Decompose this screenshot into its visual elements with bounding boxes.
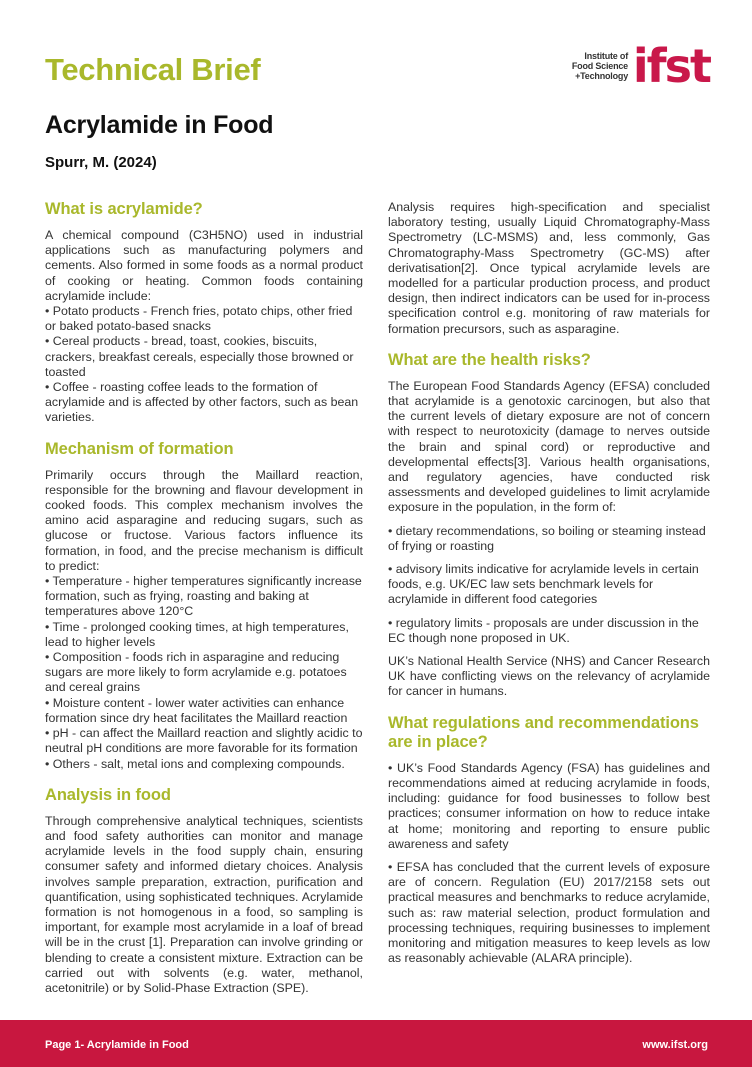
list-item: • Others - salt, metal ions and complexing compounds.	[45, 756, 345, 771]
list-item: • UK’s Food Standards Agency (FSA) has guidelines and recommendations aimed at reducing acrylamide in foods, including: guidance for food businesses to follow best practices; consumer information on how to reduce intake at home; monitoring and reporting to ensure public awareness and safety	[388, 760, 710, 851]
section-heading: Mechanism of formation	[45, 439, 234, 458]
logo-institute-text: Institute of Food Science +Technology	[571, 51, 628, 81]
section-mechanism	[45, 440, 363, 772]
paragraph: The European Food Standards Agency (EFSA) concluded that acrylamide is a genotoxic carcinogen, but also that the current levels of dietary exposure are not of concern with respect to neurotoxicity (damage to nerves outside the brain and spinal cord) or reproductive and developmental effects[3]. Various health organisations, and regulatory agencies, have conducted risk assessments and developed guidelines to limit acrylamide exposure in the population, in the form of:	[388, 378, 710, 515]
list-item: • pH - can affect the Maillard reaction and slightly acidic to neutral pH conditions are more favorable for its formation	[45, 726, 363, 756]
logo-ifst-mark: ifst	[632, 39, 710, 93]
list-item: • Moisture content - lower water activities can enhance formation since dry heat facilitates the Maillard reaction	[45, 695, 348, 725]
section-heading: What is acrylamide?	[45, 200, 203, 218]
page-footer	[0, 1020, 752, 1067]
list-item: • Composition - foods rich in asparagine and reducing sugars are more likely to form acrylamide e.g. potatoes and cereal grains	[45, 650, 347, 695]
list-item: • regulatory limits - proposals are under discussion in the EC though none proposed in UK.	[388, 615, 699, 645]
section-heading: Analysis in food	[45, 785, 171, 804]
right-column	[388, 200, 710, 980]
paragraph: Primarily occurs through the Maillard reaction, responsible for the browning and flavour development in cooked foods. This complex mechanism involves the amino acid asparagine and reducing sugars, such as glucose or fructose. Various factors influence its formation, in food, and the precise mechanism is difficult to predict:	[45, 467, 363, 573]
section-what-is-acrylamide	[45, 200, 363, 426]
paragraph: UK’s National Health Service (NHS) and Cancer Research UK have conflicting views on the relevancy of acrylamide for cancer in humans.	[388, 654, 710, 699]
page-title: Acrylamide in Food	[45, 111, 274, 139]
paragraph: A chemical compound (C3H5NO) used in industrial applications such as manufacturing polymers and cements. Also formed in some foods as a normal product of cooking or heating. Common foods containing acrylamide include:	[45, 228, 363, 303]
paragraph: Analysis requires high-specification and specialist laboratory testing, usually Liquid Chromatography-Mass Spectrometry (LC-MSMS) and, less commonly, Gas Chromatography-Mass Spectrometry (GC-MS) after derivatisation[2]. Once typical acrylamide levels are modelled for a particular production process, and product design, then indirect indicators can be used for in-process specification control e.g. monitoring of raw materials for formation precursors, such as asparagine.	[388, 200, 710, 336]
list-item: • Temperature - higher temperatures significantly increase formation, such as frying, roasting and baking at temperatures above 120°C	[45, 574, 362, 619]
list-item: • EFSA has concluded that the current levels of exposure are of concern. Regulation (EU) 2017/2158 sets out practical measures and benchmarks to reduce acrylamide, such as: raw material selection, product formulation and processing techniques, requiring businesses to implement monitoring and mitigation measures to keep levels as low as reasonably achievable (ALARA principle).	[388, 859, 710, 966]
section-heading: What are the health risks?	[388, 350, 591, 369]
left-column	[45, 200, 363, 1010]
footer-page-label: Page 1- Acrylamide in Food	[45, 1039, 189, 1051]
section-analysis-continued	[388, 200, 710, 337]
section-health-risks	[388, 351, 710, 700]
list-item: • Coffee - roasting coffee leads to the formation of acrylamide and is affected by other factors, such as bean varieties.	[45, 380, 359, 425]
ifst-logo	[560, 39, 710, 93]
list-item: • Cereal products - bread, toast, cookies, biscuits, crackers, breakfast cereals, especially those browned or toasted	[45, 334, 354, 379]
section-regulations	[388, 714, 710, 967]
list-item: • Time - prolonged cooking times, at high temperatures, lead to higher levels	[45, 619, 349, 649]
list-item: • advisory limits indicative for acrylamide levels in certain foods, e.g. UK/EC law sets benchmark levels for acrylamide in different food categories	[388, 562, 699, 607]
footer-website-link[interactable]: www.ifst.org	[642, 1039, 708, 1051]
section-heading: What regulations and recommendations are in place?	[388, 713, 699, 751]
author-citation: Spurr, M. (2024)	[45, 154, 157, 171]
section-analysis	[45, 786, 363, 996]
document-kicker: Technical Brief	[45, 52, 261, 87]
list-item: • Potato products - French fries, potato chips, other fried or baked potato-based snacks	[45, 304, 353, 334]
paragraph: Through comprehensive analytical techniques, scientists and food safety authorities can monitor and manage acrylamide levels in the food supply chain, ensuring consumer safety and informed dietary choices. Analysis involves sample preparation, extraction, purification and quantification, using sophisticated techniques. Acrylamide formation is not homogenous in a food, so sampling is important, for example most acrylamide in a loaf of bread will be in the crust [1]. Preparation can involve grinding or blending to create a consistent mixture. Extraction can be carried out with solvents (e.g. water, methanol, acetonitrile) or by Solid-Phase Extraction (SPE).	[45, 813, 363, 995]
list-item: • dietary recommendations, so boiling or steaming instead of frying or roasting	[388, 523, 706, 553]
